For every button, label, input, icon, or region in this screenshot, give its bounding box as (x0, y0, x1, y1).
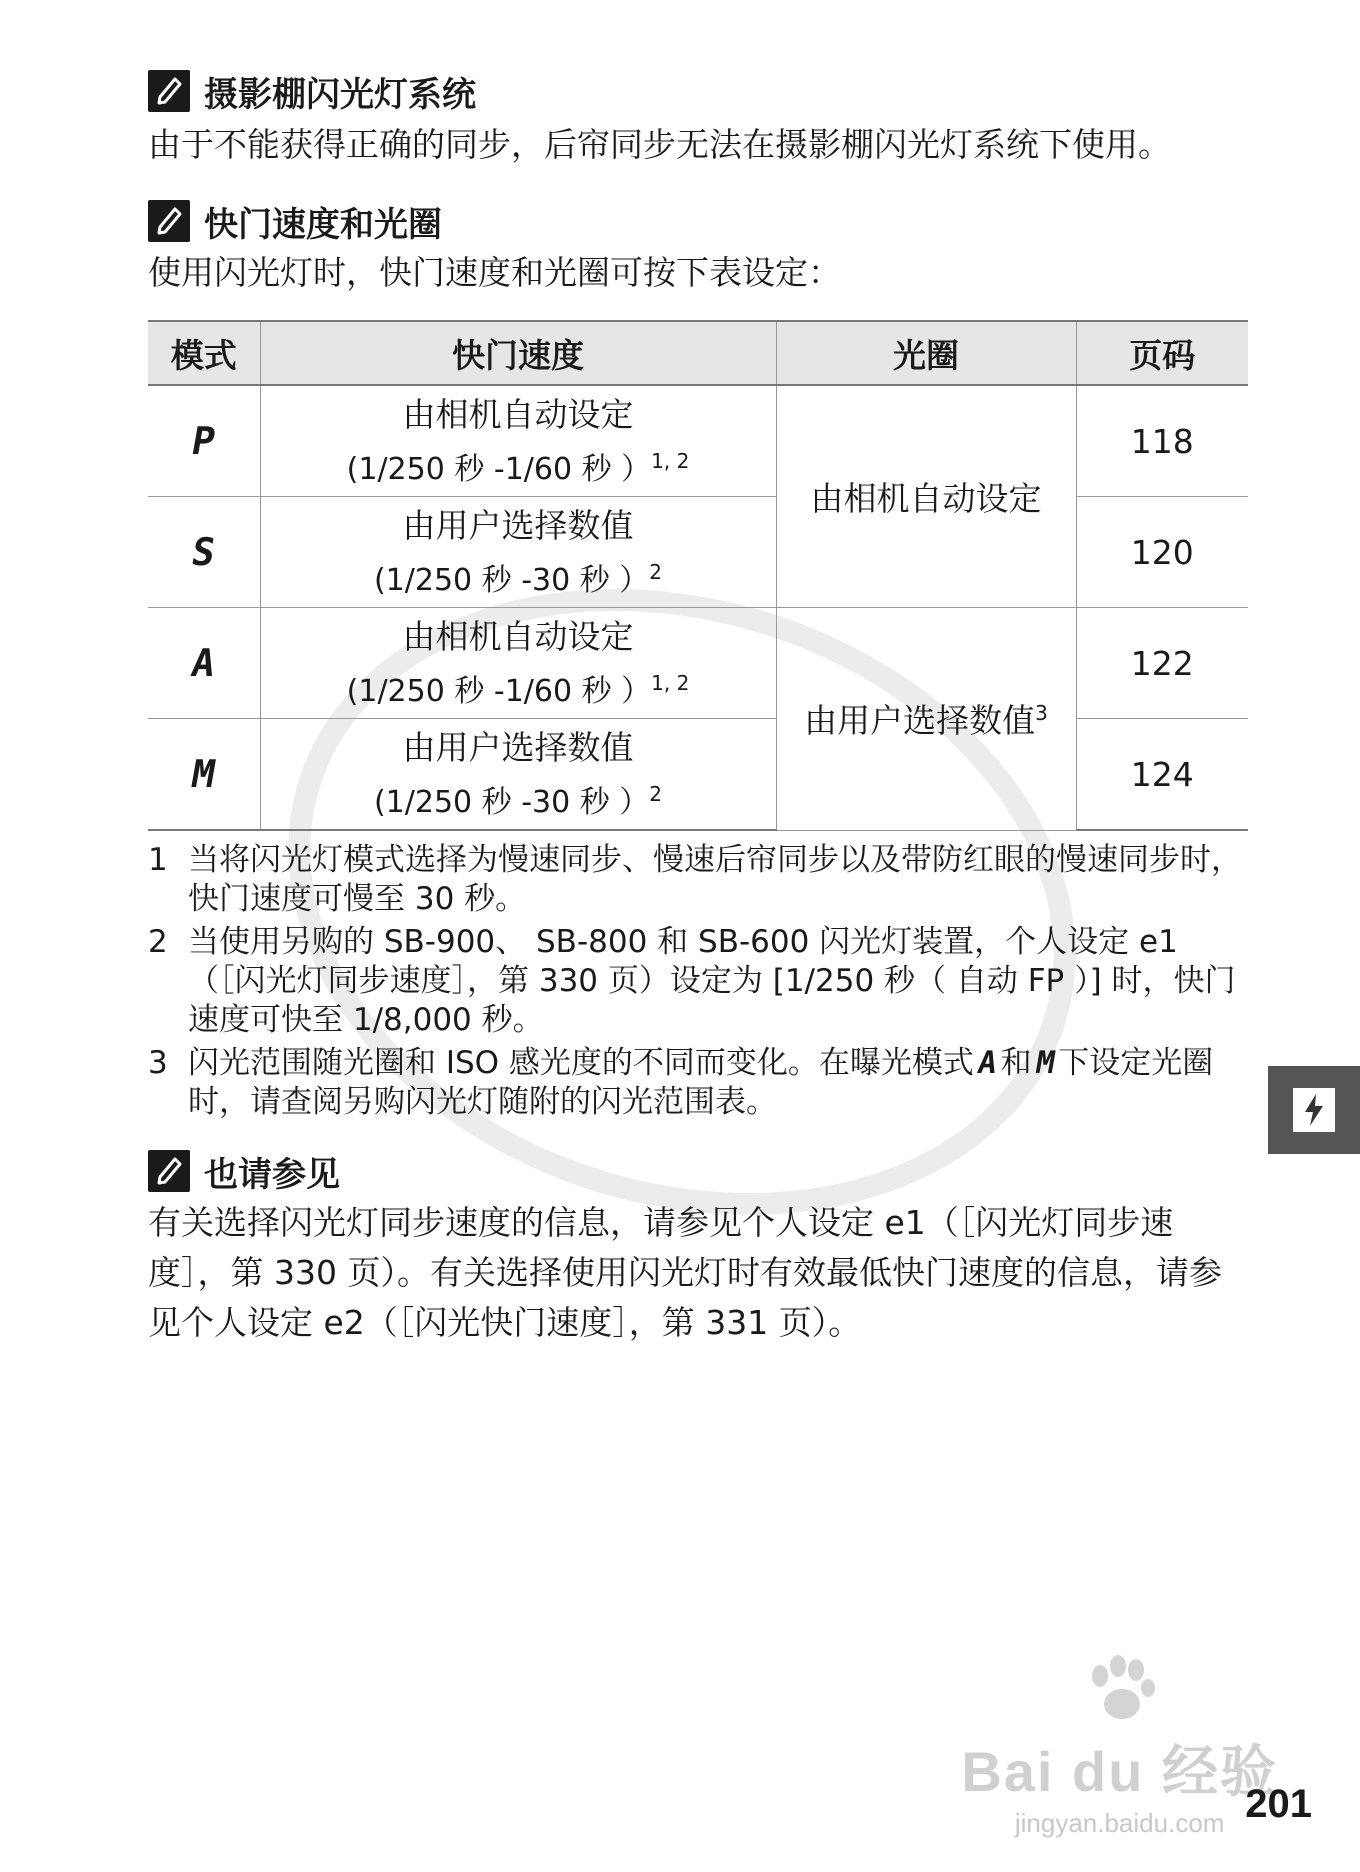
section-title: 快门速度和光圈 (204, 204, 442, 245)
baidu-watermark (961, 1654, 1278, 1839)
header-shutter-speed: 快门速度 (260, 321, 776, 385)
speed-range: (1/250 秒 -1/60 秒 ） (346, 451, 652, 487)
table-row (148, 719, 1248, 831)
section-text: 有关选择闪光灯同步速度的信息，请参见个人设定 e1（［闪光灯同步速度］，第 330 页）。有关选择使用闪光灯时有效最低快门速度的信息，请参见个人设定 e2（［闪光快门速度］，第 331 页）。 (148, 1203, 1222, 1342)
speed-label: 由用户选择数值 (402, 505, 634, 545)
section-text: 由于不能获得正确的同步，后帘同步无法在摄影棚闪光灯系统下使用。 (148, 125, 1171, 164)
see-also-note (148, 1144, 1248, 1348)
note-header (148, 64, 1248, 118)
mode-m-inline: M (1032, 1045, 1058, 1081)
baidu-url: jingyan.baidu.com (1014, 1808, 1225, 1838)
footnote-number: 3 (148, 1045, 168, 1081)
pencil-note-icon (148, 70, 190, 112)
table-row (148, 385, 1248, 497)
flash-icon (1293, 1088, 1335, 1132)
footnote-text: 当使用另购的 SB-900、 SB-800 和 SB-600 闪光灯装置，个人设定 e1（［闪光灯同步速度］，第 330 页）设定为 [1/250 秒（ 自动 FP ）] 时，快门速度可快至 1/8,000 秒。 (188, 924, 1236, 1038)
mode-a-inline: A (974, 1045, 1000, 1081)
aperture-cell (776, 385, 1076, 608)
speed-label: 由用户选择数值 (402, 727, 634, 767)
page-cell (1076, 608, 1248, 719)
shutter-aperture-note (148, 194, 1248, 1122)
speed-cell (260, 608, 776, 719)
footnote-item (148, 1044, 1248, 1122)
page-ref: 122 (1130, 643, 1194, 683)
page-cell (1076, 497, 1248, 608)
speed-label: 由相机自动设定 (402, 616, 634, 656)
page-ref: 120 (1130, 532, 1194, 572)
pencil-note-icon (148, 200, 190, 242)
baidu-brand: Bai du 经验 (961, 1740, 1278, 1803)
mode-cell (148, 608, 260, 719)
footnote-ref: 2 (649, 781, 663, 806)
aperture-label: 由相机自动设定 (810, 479, 1042, 518)
speed-cell (260, 719, 776, 831)
footnote-text: 当将闪光灯模式选择为慢速同步、慢速后帘同步以及带防红眼的慢速同步时，快门速度可慢至 30 秒。 (188, 842, 1242, 917)
header-mode: 模式 (148, 321, 260, 385)
mode-p: P (188, 419, 220, 463)
page-cell (1076, 385, 1248, 497)
note-header (148, 194, 1248, 248)
section-intro: 使用闪光灯时，快门速度和光圈可按下表设定： (148, 253, 841, 292)
aperture-label: 由用户选择数值 (804, 701, 1036, 741)
footnote-text-part: 下设定光圈时，请查阅另购闪光灯随附的闪光范围表。 (188, 1045, 1214, 1120)
note-header (148, 1144, 1248, 1198)
footnote-number: 1 (148, 842, 168, 878)
page-ref: 124 (1130, 754, 1194, 794)
speed-range: (1/250 秒 -30 秒 ） (373, 562, 650, 598)
mode-m: M (188, 752, 220, 796)
speed-cell (260, 385, 776, 497)
footnote-number: 2 (148, 924, 168, 960)
mode-cell (148, 719, 260, 831)
speed-range: (1/250 秒 -30 秒 ） (373, 784, 650, 820)
footnote-ref: 3 (1035, 701, 1048, 726)
table-row (148, 497, 1248, 608)
table-row (148, 608, 1248, 719)
header-aperture: 光圈 (776, 321, 1076, 385)
paw-icon (1080, 1654, 1160, 1724)
pencil-note-icon (148, 1150, 190, 1192)
footnote-text (188, 1044, 1248, 1122)
footnote-ref: 2 (649, 559, 663, 584)
mode-cell (148, 497, 260, 608)
mode-s: S (188, 530, 220, 574)
footnote-item (148, 923, 1248, 1040)
speed-label: 由相机自动设定 (402, 394, 634, 434)
footnote-item (148, 841, 1248, 919)
mode-cell (148, 385, 260, 497)
aperture-cell (776, 608, 1076, 831)
footnote-ref: 1, 2 (651, 670, 690, 695)
mode-a: A (188, 641, 220, 685)
studio-flash-note (148, 64, 1248, 170)
page-number: 201 (1245, 1782, 1312, 1826)
mode-table (148, 320, 1248, 831)
manual-page (148, 64, 1248, 1348)
section-title: 摄影棚闪光灯系统 (204, 74, 476, 115)
chapter-tab[interactable] (1268, 1066, 1360, 1154)
section-title: 也请参见 (204, 1154, 340, 1195)
page-cell (1076, 719, 1248, 831)
speed-range: (1/250 秒 -1/60 秒 ） (346, 673, 652, 709)
footnotes (148, 841, 1248, 1122)
footnote-text-part: 闪光范围随光圈和 ISO 感光度的不同而变化。在曝光模式 (188, 1045, 974, 1081)
footnote-text-part: 和 (1000, 1045, 1032, 1081)
speed-cell (260, 497, 776, 608)
header-page: 页码 (1076, 321, 1248, 385)
table-header-row (148, 321, 1248, 385)
page-ref: 118 (1130, 421, 1194, 461)
footnote-ref: 1, 2 (651, 448, 690, 473)
